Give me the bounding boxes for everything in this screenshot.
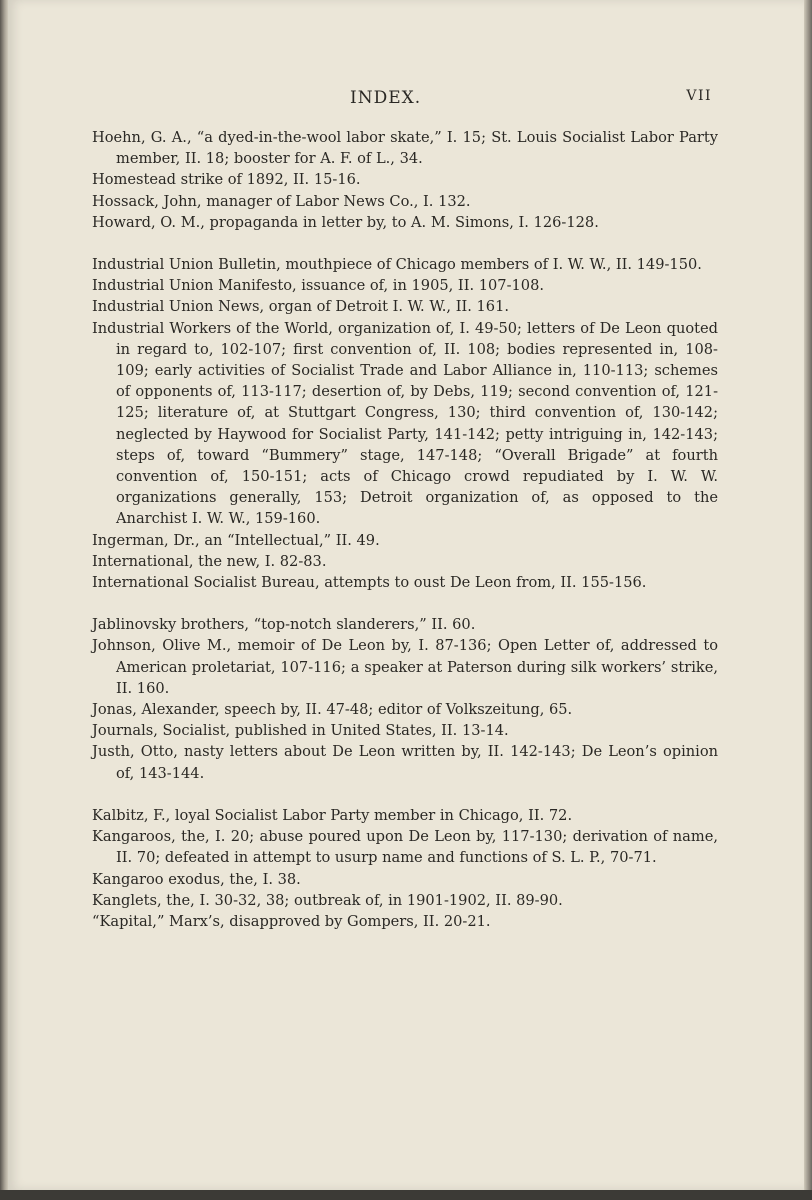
index-list [92, 127, 718, 932]
index-entry: Homestead strike of 1892, II. 15-16. [92, 171, 361, 189]
index-entry: Industrial Workers of the World, organization of, I. 49-50; letters of De Leon quoted in regard to, 102-107; first convention of, II. 108; bodies represented in, 108-109; early activities of Socialist Trade and Labor Alliance in, 110-113; schemes of opponents of, 113-117; desertion of, by Debs, 119; second convention of, 121-125; literature of, at Stuttgart Congress, 130; third convention of, 130-142; neglected by Haywood for Socialist Party, 141-142; petty intriguing in, 142-143; steps of, toward “Bummery” stage, 147-148; “Overall Brigade” at fourth convention of, 150-151; acts of Chicago crowd repudiated by I. W. W. organizations generally, 153; Detroit organization of, as opposed to the Anarchist I. W. W., 159-160. [92, 319, 718, 528]
index-entry: International, the new, I. 82-83. [92, 552, 327, 570]
index-entry: Industrial Union Bulletin, mouthpiece of Chicago members of I. W. W., II. 149-150. [92, 256, 702, 274]
group-spacer [92, 233, 718, 254]
page-number: VII [686, 88, 712, 104]
index-entry: Johnson, Olive M., memoir of De Leon by, I. 87-136; Open Letter of, addressed to American proletariat, 107-116; a speaker at Paterson during silk workers’ strike, II. 160. [92, 637, 718, 697]
index-entry: Industrial Union News, organ of Detroit I. W. W., II. 161. [92, 298, 510, 316]
index-entry: Industrial Union Manifesto, issuance of, in 1905, II. 107-108. [92, 277, 545, 295]
index-entry: “Kapital,” Marx’s, disapproved by Gompers, II. 20-21. [92, 912, 491, 930]
index-entry: Howard, O. M., propaganda in letter by, to A. M. Simons, I. 126-128. [92, 213, 599, 231]
group-spacer [92, 784, 718, 805]
index-entry: Kangaroos, the, I. 20; abuse poured upon De Leon by, 117-130; derivation of name, II. 70; defeated in attempt to usurp name and functions of S. L. P., 70-71. [92, 828, 718, 867]
index-entry: Ingerman, Dr., an “Intellectual,” II. 49. [92, 531, 380, 549]
index-entry: Jablinovsky brothers, “top-notch slanderers,” II. 60. [92, 616, 476, 634]
page-edge-bottom [0, 1190, 812, 1200]
page-gutter-left [0, 0, 8, 1200]
index-group-j [92, 614, 718, 784]
index-entry: Justh, Otto, nasty letters about De Leon written by, II. 142-143; De Leon’s opinion of, 143-144. [92, 743, 718, 782]
running-title: INDEX. [350, 88, 422, 108]
index-group-i [92, 254, 718, 593]
index-group-k [92, 805, 718, 932]
index-entry: Jonas, Alexander, speech by, II. 47-48; editor of Volkszeitung, 65. [92, 701, 573, 719]
group-spacer [92, 593, 718, 614]
index-entry: International Socialist Bureau, attempts to oust De Leon from, II. 155-156. [92, 574, 647, 592]
index-entry: Journals, Socialist, published in United States, II. 13-14. [92, 722, 509, 740]
index-entry: Hossack, John, manager of Labor News Co., I. 132. [92, 192, 471, 210]
index-entry: Kanglets, the, I. 30-32, 38; outbreak of, in 1901-1902, II. 89-90. [92, 891, 563, 909]
index-entry: Kalbitz, F., loyal Socialist Labor Party member in Chicago, II. 72. [92, 806, 573, 824]
index-entry: Kangaroo exodus, the, I. 38. [92, 870, 301, 888]
book-page [8, 0, 804, 1190]
page-edge-right [804, 0, 812, 1200]
index-group-h [92, 127, 718, 233]
page-header [8, 88, 804, 114]
index-entry: Hoehn, G. A., “a dyed-in-the-wool labor skate,” I. 15; St. Louis Socialist Labor Party member, II. 18; booster for A. F. of L., 34. [92, 129, 718, 168]
